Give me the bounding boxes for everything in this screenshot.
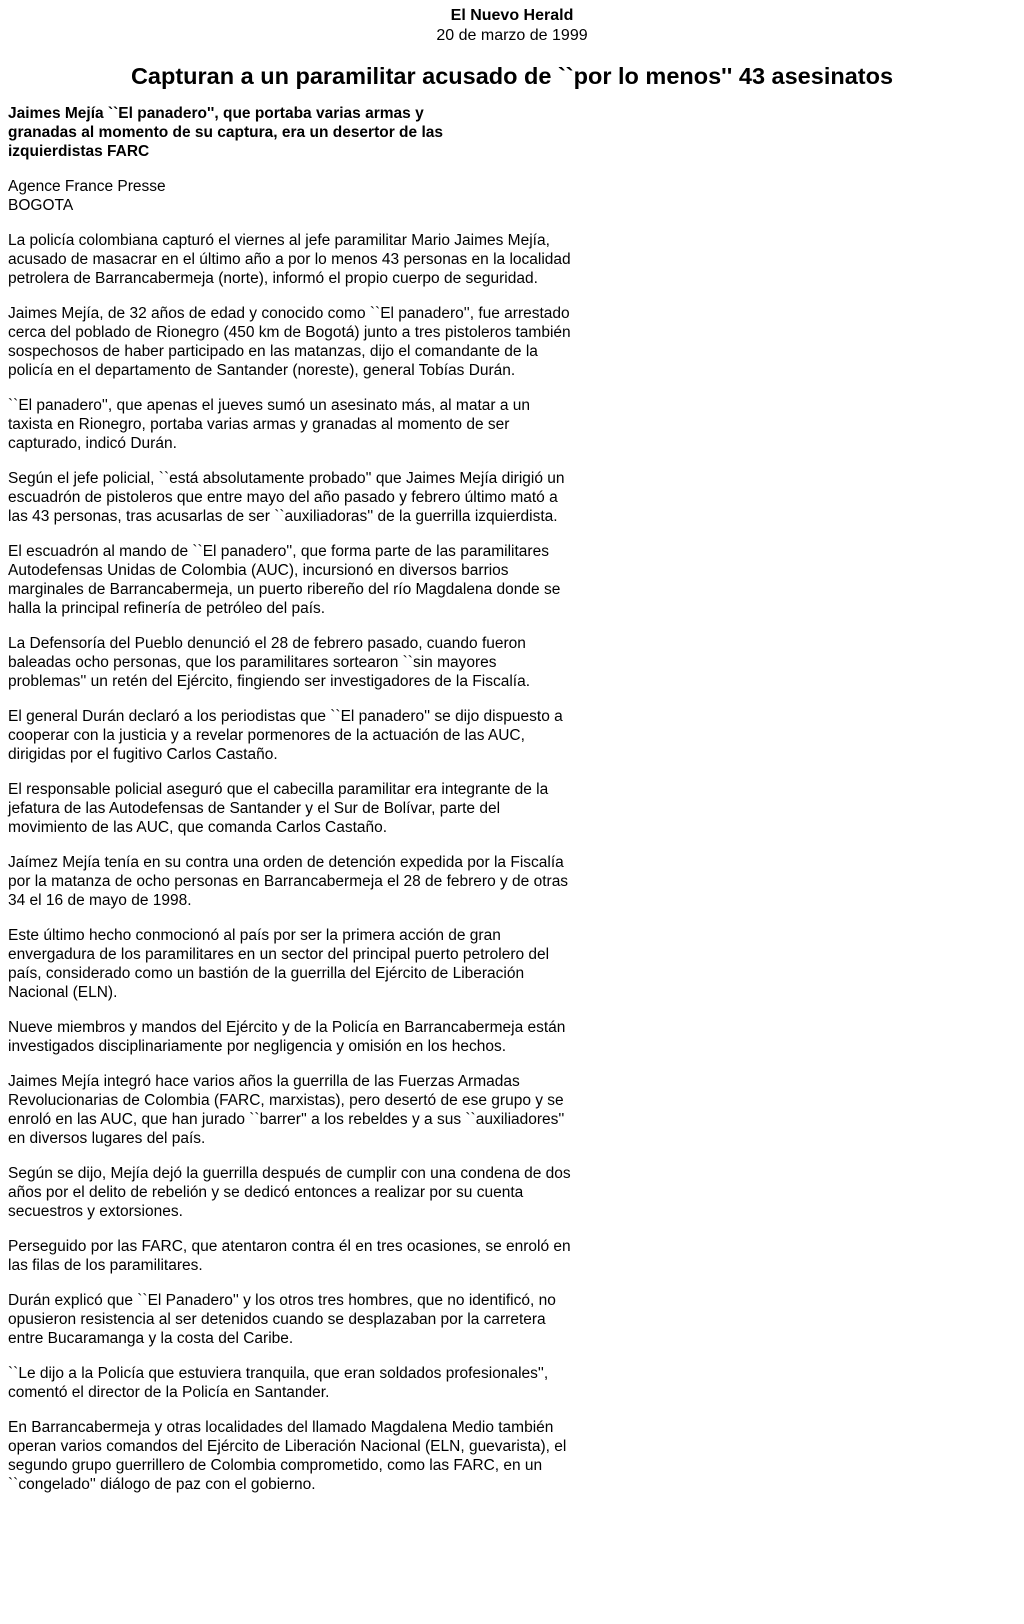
paragraph-9: Jaímez Mejía tenía en su contra una orden de detención expedida por la Fiscalía por la matanza de ocho personas en Barrancabermeja el 28 de febrero y de otras 34 el 16 de mayo de 1998. bbox=[8, 854, 569, 909]
article-headline: Capturan a un paramilitar acusado de ``por lo menos'' 43 asesinatos bbox=[130, 63, 894, 89]
paragraph-6: La Defensoría del Pueblo denunció el 28 de febrero pasado, cuando fueron baleadas ocho personas, que los paramilitares sortearon ``sin mayores problemas'' un retén del Ejército, fingiendo ser investigadores de la Fiscalía. bbox=[8, 635, 531, 690]
paragraph-3: ``El panadero'', que apenas el jueves sumó un asesinato más, al matar a un taxista en Rionegro, portaba varias armas y granadas al momento de ser capturado, indicó Durán. bbox=[8, 397, 531, 452]
paragraph-10: Este último hecho conmocionó al país por ser la primera acción de gran envergadura de los paramilitares en un sector del principal puerto petrolero del país, considerado como un bastión de la guerrilla del Ejército de Liberación Nacional (ELN). bbox=[8, 927, 550, 1001]
masthead bbox=[0, 0, 1024, 46]
paragraph-11: Nueve miembros y mandos del Ejército y de la Policía en Barrancabermeja están investigados disciplinariamente por negligencia y omisión en los hechos. bbox=[8, 1019, 566, 1055]
publication-date: 20 de marzo de 1999 bbox=[436, 27, 588, 44]
paragraph-5: El escuadrón al mando de ``El panadero'', que forma parte de las paramilitares Autodefensas Unidas de Colombia (AUC), incursionó en diversos barrios marginales de Barrancabermeja, un puerto ribereño del río Magdalena donde se halla la principal refinería de petróleo del país. bbox=[8, 543, 561, 617]
paragraph-17: En Barrancabermeja y otras localidades del llamado Magdalena Medio también operan varios comandos del Ejército de Liberación Nacional (ELN, guevarista), el segundo grupo guerrillero de Colombia comprometido, como las FARC, en un ``congelado'' diálogo de paz con el gobierno. bbox=[8, 1419, 567, 1493]
paragraph-1: La policía colombiana capturó el viernes al jefe paramilitar Mario Jaimes Mejía, acusado de masacrar en el último año a por lo menos 43 personas en la localidad petrolera de Barrancabermeja (norte), informó el propio cuerpo de seguridad. bbox=[8, 232, 571, 287]
news-agency: Agence France Presse bbox=[8, 178, 166, 195]
newspaper-name: El Nuevo Herald bbox=[450, 7, 574, 24]
paragraph-15: Durán explicó que ``El Panadero'' y los otros tres hombres, que no identificó, no opusieron resistencia al ser detenidos cuando se desplazaban por la carretera entre Bucaramanga y la costa del Caribe. bbox=[8, 1292, 556, 1347]
paragraph-4: Según el jefe policial, ``está absolutamente probado'' que Jaimes Mejía dirigió un escuadrón de pistoleros que entre mayo del año pasado y febrero último mató a las 43 personas, tras acusarlas de ser ``auxiliadoras'' de la guerrilla izquierdista. bbox=[8, 470, 565, 525]
dateline: BOGOTA bbox=[8, 197, 74, 214]
paragraph-8: El responsable policial aseguró que el cabecilla paramilitar era integrante de la jefatura de las Autodefensas de Santander y el Sur de Bolívar, parte del movimiento de las AUC, que comanda Carlos Castaño. bbox=[8, 781, 549, 836]
article-subheading: Jaimes Mejía ``El panadero'', que portaba varias armas y granadas al momento de su captura, era un desertor de las izquierdistas FARC bbox=[8, 105, 443, 160]
paragraph-13: Según se dijo, Mejía dejó la guerrilla después de cumplir con una condena de dos años por el delito de rebelión y se dedicó entonces a realizar por su cuenta secuestros y extorsiones. bbox=[8, 1165, 571, 1220]
article-body bbox=[8, 104, 574, 1510]
byline bbox=[8, 177, 574, 215]
paragraph-7: El general Durán declaró a los periodistas que ``El panadero'' se dijo dispuesto a cooperar con la justicia y a revelar pormenores de la actuación de las AUC, dirigidas por el fugitivo Carlos Castaño. bbox=[8, 708, 563, 763]
paragraph-2: Jaimes Mejía, de 32 años de edad y conocido como ``El panadero'', fue arrestado cerca del poblado de Rionegro (450 km de Bogotá) junto a tres pistoleros también sospechosos de haber participado en las matanzas, dijo el comandante de la policía en el departamento de Santander (noreste), general Tobías Durán. bbox=[8, 305, 571, 379]
paragraph-12: Jaimes Mejía integró hace varios años la guerrilla de las Fuerzas Armadas Revolucionarias de Colombia (FARC, marxistas), pero desertó de ese grupo y se enroló en las AUC, que han jurado ``barrer'' a los rebeldes y a sus ``auxiliadores'' en diversos lugares del país. bbox=[8, 1073, 565, 1147]
paragraph-16: ``Le dijo a la Policía que estuviera tranquila, que eran soldados profesionales'', comentó el director de la Policía en Santander. bbox=[8, 1365, 549, 1401]
paragraph-14: Perseguido por las FARC, que atentaron contra él en tres ocasiones, se enroló en las filas de los paramilitares. bbox=[8, 1238, 571, 1274]
